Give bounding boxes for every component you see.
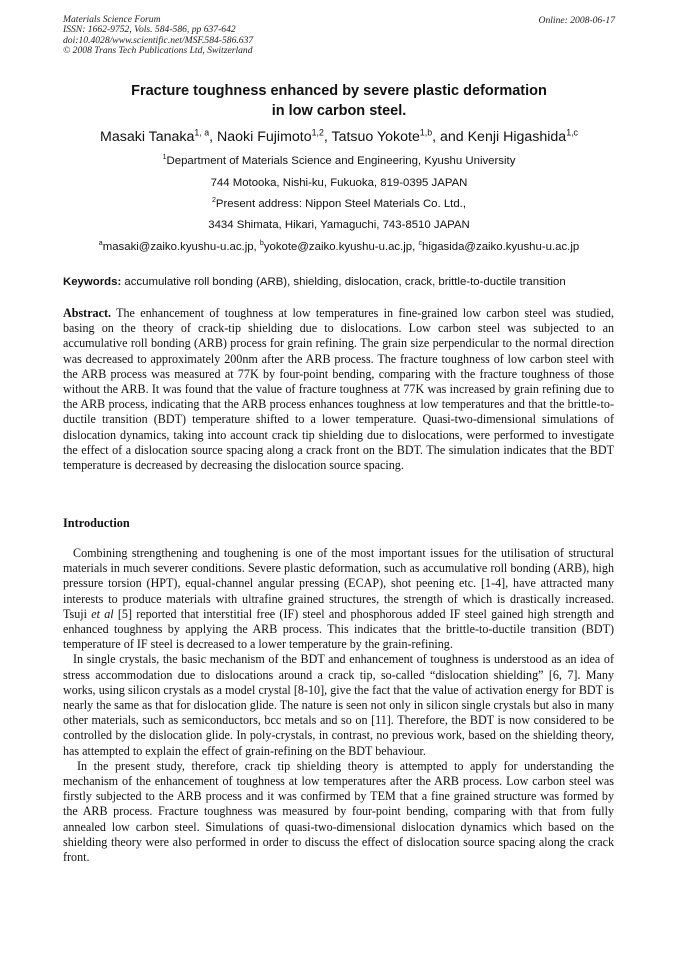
- keywords-text: accumulative roll bonding (ARB), shielding, dislocation, crack, brittle-to-ductile transition: [121, 276, 566, 288]
- author-list: [0, 127, 678, 147]
- introduction-heading: Introduction: [63, 516, 130, 530]
- copyright-line: © 2008 Trans Tech Publications Ltd, Switzerland: [63, 45, 253, 57]
- email-sup: b: [259, 240, 264, 248]
- paragraph: In single crystals, the basic mechanism of the BDT and enhancement of toughness is understood as an idea of stress accommodation due to dislocations around a crack tip, so-called “dislocation shielding” [6, 7]. Many works, using silicon crystals as a model crystal [8-10], give the fact that the value of activation energy for BDT is nearly the same as that for dislocation glide. The nature is seen not only in silicon single crystals but also in many other materials, such as semiconductors, bcc metals and so on [11]. Therefore, the BDT is now considered to be controlled by the dislocation glide. In poly-crystals, in contrast, no previous work, based on the shielding theory, has attempted to explain the effect of grain-refining on the BDT behaviour.: [63, 652, 614, 758]
- author-name: Masaki Tanaka: [100, 129, 195, 145]
- citation-etal: et al: [91, 606, 114, 621]
- author-separator: ,: [323, 129, 332, 145]
- affiliation-sup: 1: [162, 154, 167, 162]
- affiliation-1: [0, 155, 678, 167]
- paragraph-text: [5] reported that interstitial free (IF) steel and phosphorous added IF steel gained high strength and enhanced toughness by applying the ARB process. This indicates that the brittle-to-ductile transition (BDT) temperature of IF steel is decreased to a lower temperature by the grain-refining.: [63, 606, 614, 652]
- introduction-body: [63, 546, 614, 865]
- title-line-1: Fracture toughness enhanced by severe plastic deformation: [131, 83, 547, 99]
- author-name: Kenji Higashida: [467, 129, 567, 145]
- email-link: masaki@zaiko.kyushu-u.ac.jp,: [102, 241, 260, 253]
- email-link: yokote@zaiko.kyushu-u.ac.jp,: [263, 241, 419, 253]
- author-sup: 1,2: [311, 127, 324, 138]
- affiliation-2-address: 3434 Shimata, Hikari, Yamaguchi, 743-8510 JAPAN: [208, 219, 470, 231]
- affiliation-text: Department of Materials Science and Engineering, Kyushu University: [166, 155, 516, 167]
- abstract-label: Abstract.: [63, 306, 112, 320]
- journal-name: Materials Science Forum: [63, 14, 161, 25]
- title-line-2: in low carbon steel.: [271, 103, 407, 119]
- affiliation-1-address: 744 Motooka, Nishi-ku, Fukuoka, 819-0395 JAPAN: [210, 177, 468, 189]
- paragraph: [63, 546, 614, 652]
- affiliation-text: Present address: Nippon Steel Materials Co. Ltd.,: [215, 198, 466, 210]
- abstract: [63, 306, 614, 473]
- author-sup: 1,c: [566, 127, 578, 138]
- page-header: [63, 15, 615, 57]
- author-name: Naoki Fujimoto: [217, 129, 312, 145]
- paper-title: [0, 81, 678, 121]
- abstract-text: The enhancement of toughness at low temperatures in fine-grained low carbon steel was studied, basing on the theory of crack-tip shielding due to dislocations. Low carbon steel was subjected to an accumulative roll bonding (ARB) process for grain refining. The grain size perpendicular to the normal direction was decreased to approximately 200nm after the ARB process. The fracture toughness of low carbon steel with the ARB process was measured at 77K by four-point bending, comparing with the fracture toughness of those without the ARB. It was found that the value of fracture toughness at 77K was increased by grain refining due to the ARB process, indicating that the ARB process enhances toughness at low temperatures and that the brittle-to-ductile transition (BDT) temperature shifted to a lower temperature. Quasi-two-dimensional simulations of dislocation dynamics, taking into account crack tip shielding due to dislocations, were performed to investigate the effect of a dislocation source spacing along a crack front on the BDT. The simulation indicates that the BDT temperature is decreased by decreasing the dislocation source spacing.: [63, 306, 614, 473]
- author-name: Tatsuo Yokote: [331, 129, 420, 145]
- keywords-label: Keywords:: [63, 276, 122, 288]
- author-separator: , and: [432, 129, 468, 145]
- author-separator: ,: [209, 129, 217, 145]
- author-sup: 1,b: [419, 127, 433, 138]
- email-line: [0, 241, 678, 253]
- email-sup: c: [418, 240, 422, 248]
- online-date: Online: 2008-06-17: [538, 15, 615, 26]
- affiliation-sup: 2: [211, 197, 216, 205]
- doi-line: doi:10.4028/www.scientific.net/MSF.584-586.637: [63, 34, 254, 46]
- author-sup: 1, a: [194, 127, 210, 138]
- paragraph-text: Combining strengthening and toughening is one of the most important issues for the utilisation of structural materials in much severer conditions. Severe plastic deformation, such as accumulative roll bonding (ARB), high pressure torsion (HPT), equal-channel angular pressing (ECAP), shot peening etc. [1-4], have attracted many interests to produce materials with ultrafine grained structures, the strength of which is drastically increased. Tsuji: [63, 546, 614, 621]
- email-sup: a: [98, 240, 103, 248]
- keywords: [63, 276, 615, 288]
- affiliation-2: [0, 198, 678, 210]
- paragraph: In the present study, therefore, crack tip shielding theory is attempted to apply for understanding the mechanism of the enhancement of toughness at low temperatures after the ARB process. Low carbon steel was firstly subjected to the ARB process and it was confirmed by TEM that a fine grained structure was formed by the ARB process. Fracture toughness was measured by four-point bending, comparing with that from fully annealed low carbon steel. Simulations of quasi-two-dimensional dislocation dynamics which based on the shielding theory were also performed in order to discuss the effect of dislocation source spacing along the crack front.: [63, 758, 614, 865]
- issn-line: ISSN: 1662-9752, Vols. 584-586, pp 637-642: [63, 24, 236, 36]
- email-link: higasida@zaiko.kyushu-u.ac.jp: [422, 241, 580, 253]
